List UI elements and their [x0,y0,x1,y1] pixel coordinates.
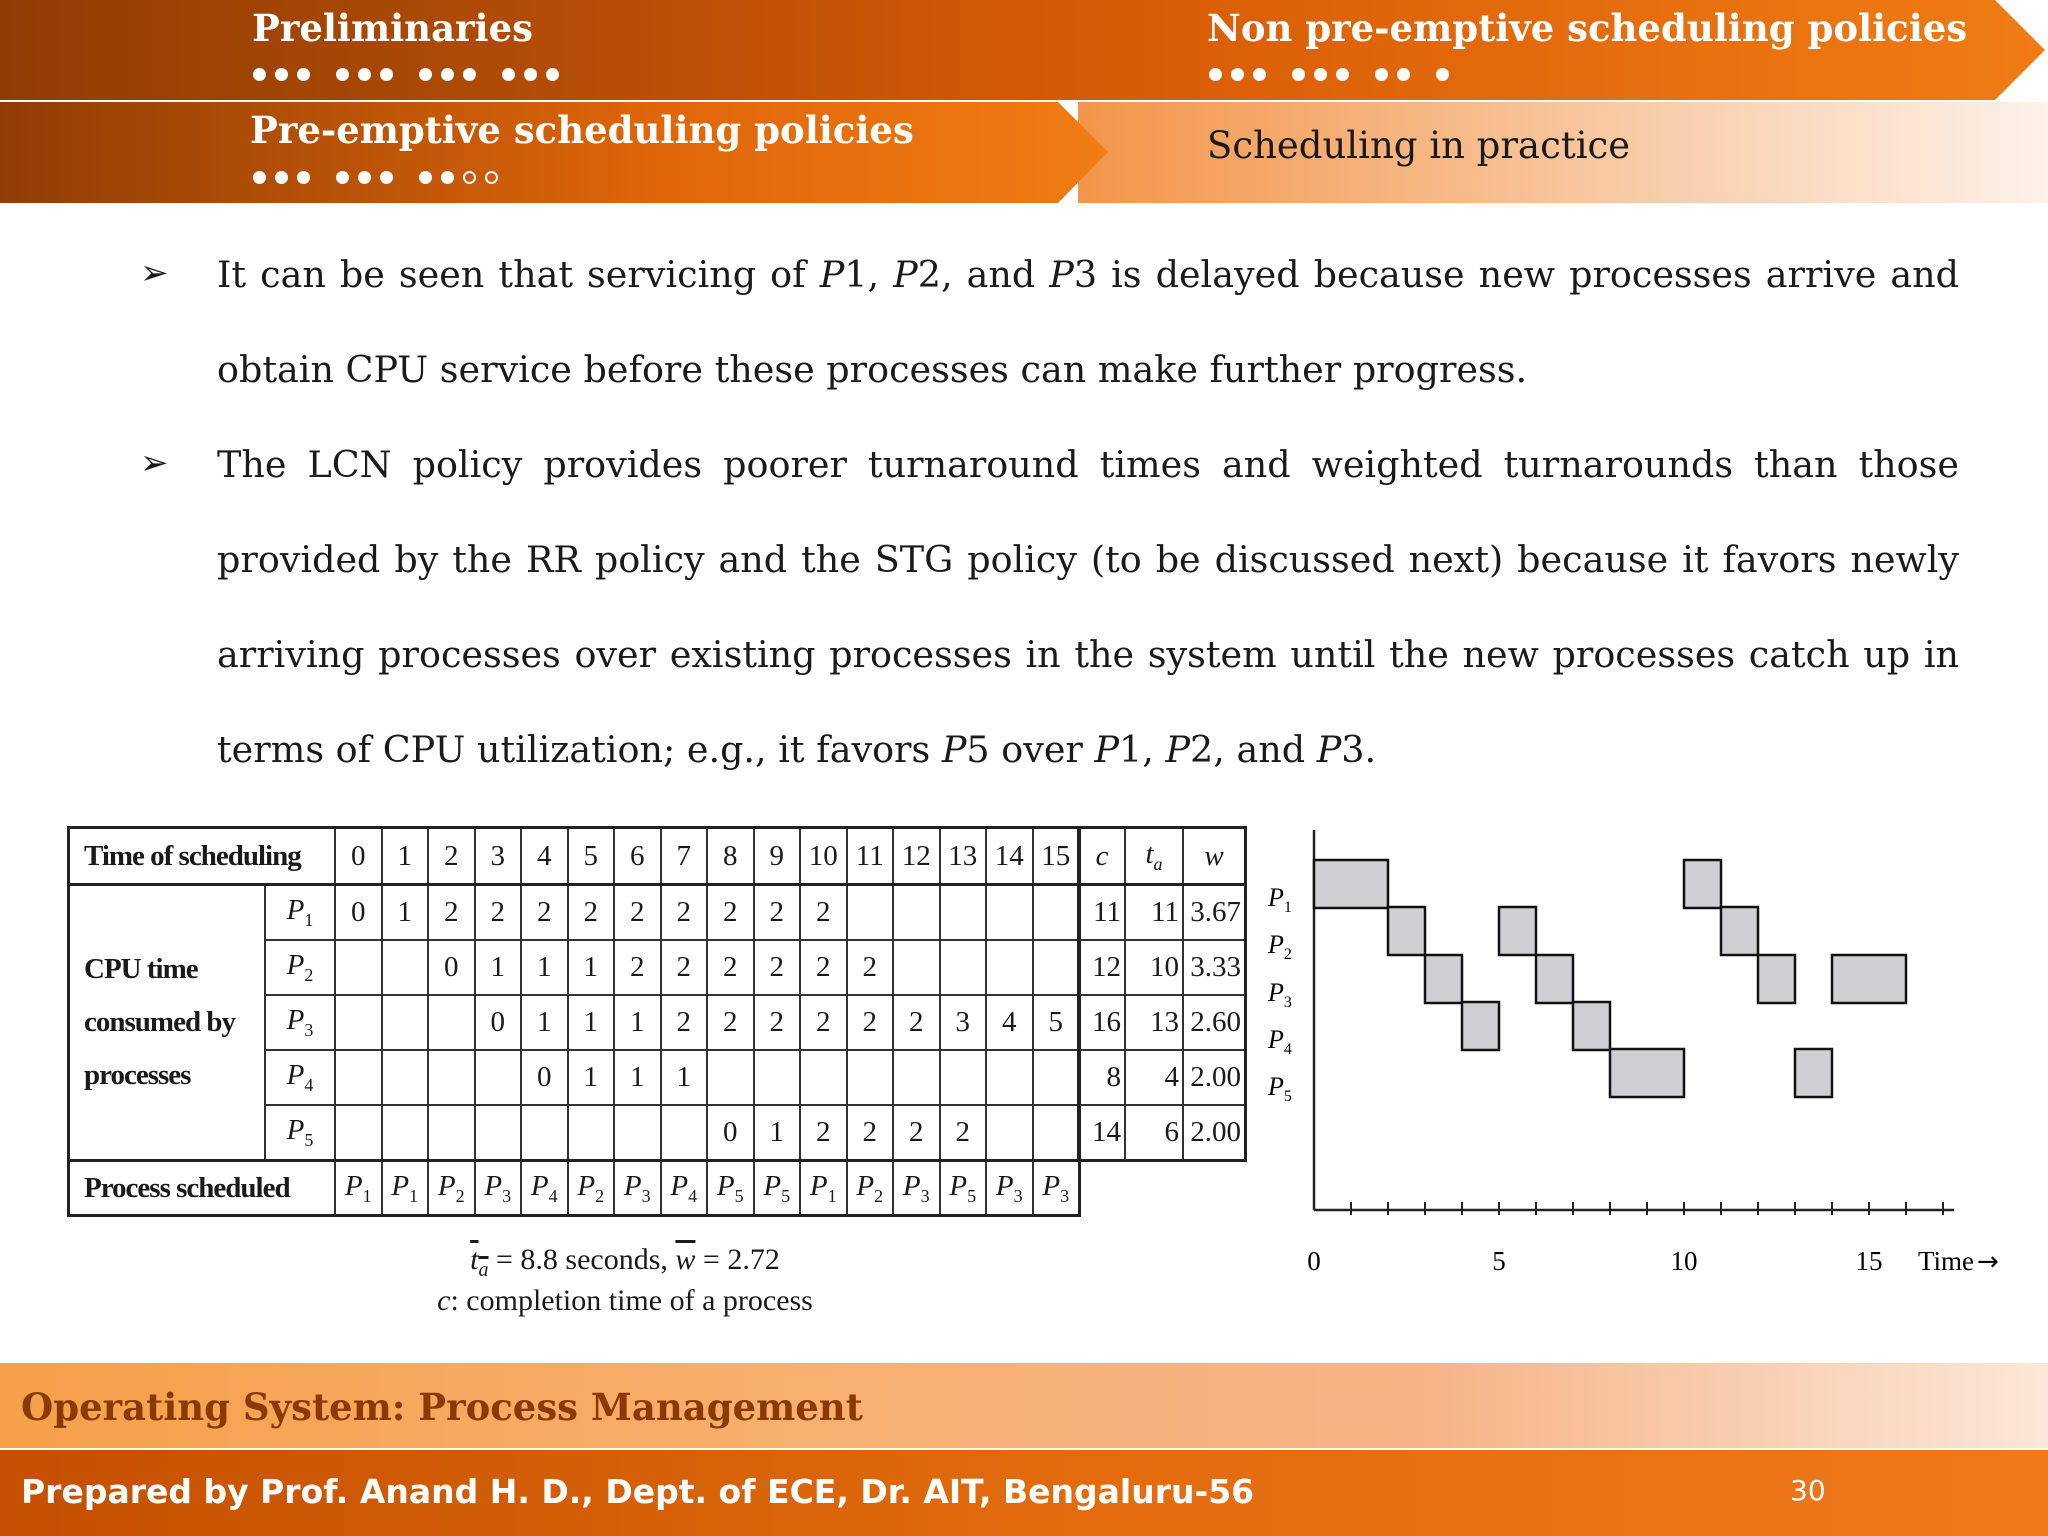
results-header-cell: w [1183,828,1246,885]
cpu-time-cell: 1 [521,995,568,1050]
progress-dot-empty [463,171,476,184]
progress-dot [1314,68,1327,81]
cpu-time-cell: 1 [614,1050,661,1105]
process-cell [265,995,335,1050]
cpu-time-cell [847,1050,894,1105]
cpu-time-cell: 0 [428,940,475,995]
results-cell: 13 [1125,995,1183,1050]
cpu-time-cell: 2 [847,995,894,1050]
progress-dot [1336,68,1349,81]
process-label: $P_2$ [437,1169,465,1206]
results-header-row [1079,828,1246,885]
time-cell: 5 [568,828,615,885]
cpu-time-cell: 2 [475,885,522,941]
progress-dot [297,171,310,184]
table-caption [300,1243,950,1318]
group-label: CPU time consumed by processes [69,885,266,1161]
cpu-time-cell: 2 [893,995,940,1050]
cpu-time-cell [986,885,1033,941]
progress-dot [441,171,454,184]
results-cell: 6 [1125,1105,1183,1161]
progress-dot [297,68,310,81]
cpu-time-cell: 2 [754,995,801,1050]
cpu-time-cell [893,1050,940,1105]
cpu-time-cell [800,1050,847,1105]
gantt-chart [1260,820,2020,1290]
header-section-preliminaries[interactable]: Preliminaries [252,6,533,50]
header-section-scheduling-practice[interactable]: Scheduling in practice [1207,124,1631,167]
cpu-time-cell [335,1105,382,1161]
page-number: 30 [1790,1474,1826,1507]
x-tick-label: 15 [1855,1246,1883,1276]
cpu-time-cell [475,1105,522,1161]
cpu-time-cell [382,940,429,995]
gantt-bar [1314,860,1388,908]
cpu-time-cell: 2 [800,940,847,995]
cpu-time-cell [428,1050,475,1105]
time-cell: 4 [521,828,568,885]
gantt-bar [1425,955,1462,1003]
cpu-time-cell [614,1105,661,1161]
cpu-time-cell [335,940,382,995]
cpu-time-cell: 5 [1033,995,1080,1050]
cpu-time-cell [382,1050,429,1105]
results-header-cell: c [1079,828,1126,885]
process-cell [265,1105,335,1161]
results-cell: 8 [1079,1050,1126,1105]
time-cell: 10 [800,828,847,885]
table-header-row [69,828,1080,885]
scheduled-label: Process scheduled [69,1161,336,1216]
footer-course-bar [0,1363,2048,1448]
gantt-bar [1832,955,1906,1003]
cpu-time-cell: 2 [754,940,801,995]
cpu-time-cell [1033,1105,1080,1161]
gantt-bar [1573,1002,1610,1050]
process-label: $P_5$ [763,1169,791,1206]
results-cell: 11 [1079,885,1126,941]
scheduled-cell [335,1161,382,1216]
results-row [1079,1050,1246,1105]
results-table [1077,826,1247,1162]
cpu-time-cell: 1 [568,940,615,995]
cpu-time-cell [1033,940,1080,995]
cpu-time-cell: 2 [847,940,894,995]
progress-dot [1397,68,1410,81]
process-label: $P_1$ [391,1169,419,1206]
cpu-time-cell: 2 [661,995,708,1050]
progress-dot [419,68,432,81]
cpu-time-cell [707,1050,754,1105]
cpu-time-cell: 1 [754,1105,801,1161]
progress-dot [336,171,349,184]
process-label: $P_3$ [484,1169,512,1206]
gantt-bar [1795,1049,1832,1097]
process-label: $P_2$ [856,1169,884,1206]
cpu-time-cell [521,1105,568,1161]
cpu-time-cell [1033,1050,1080,1105]
progress-dot [253,68,266,81]
time-cell: 0 [335,828,382,885]
results-cell: 12 [1079,940,1126,995]
cpu-time-cell: 1 [614,995,661,1050]
results-cell: 2.60 [1183,995,1246,1050]
process-label: $P_3$ [623,1169,651,1206]
cpu-time-cell: 2 [800,885,847,941]
process-label: $P_1$ [809,1169,837,1206]
progress-dot [336,68,349,81]
cpu-time-cell: 2 [521,885,568,941]
process-label: $P_4$ [670,1169,698,1206]
process-label: $P_4$ [530,1169,558,1206]
time-cell: 9 [754,828,801,885]
progress-dots-non-preemptive [1209,68,1449,81]
process-label: $P_3$ [995,1169,1023,1206]
time-cell: 11 [847,828,894,885]
results-row [1079,885,1246,941]
cpu-time-cell [940,940,987,995]
results-cell: 4 [1125,1050,1183,1105]
cpu-time-cell [1033,885,1080,941]
scheduled-cell [893,1161,940,1216]
scheduled-cell [568,1161,615,1216]
progress-dot [1253,68,1266,81]
results-cell: 3.67 [1183,885,1246,941]
header-section-non-preemptive[interactable]: Non pre-emptive scheduling policies [1207,6,1968,50]
scheduled-cell [940,1161,987,1216]
time-cell: 14 [986,828,1033,885]
cpu-time-cell: 1 [661,1050,708,1105]
gantt-bar [1721,907,1758,955]
progress-dots-preliminaries [253,68,559,81]
progress-dot [546,68,559,81]
cpu-time-cell: 2 [800,1105,847,1161]
gantt-process-label: $P_3$ [1268,978,1292,1011]
progress-dots-preemptive [253,171,498,184]
x-axis-label: Time [1918,1246,1975,1276]
process-label: $P_1$ [344,1169,372,1206]
cpu-time-cell: 3 [940,995,987,1050]
cpu-time-cell [986,1050,1033,1105]
gantt-process-label: $P_4$ [1268,1025,1292,1058]
progress-dot [1209,68,1222,81]
scheduled-cell [475,1161,522,1216]
time-cell: 15 [1033,828,1080,885]
gantt-bar [1610,1049,1684,1097]
cpu-time-cell [335,995,382,1050]
time-cell: 13 [940,828,987,885]
cpu-time-cell [986,940,1033,995]
results-cell: 2.00 [1183,1105,1246,1161]
cpu-time-cell [940,885,987,941]
cpu-time-cell [661,1105,708,1161]
progress-dot [380,68,393,81]
progress-dot [1231,68,1244,81]
time-cell: 12 [893,828,940,885]
process-cell [265,885,335,941]
cpu-time-cell [847,885,894,941]
table-row [69,885,1080,941]
progress-dot [502,68,515,81]
x-tick-label: 10 [1670,1246,1698,1276]
cpu-time-cell: 2 [800,995,847,1050]
gantt-bar [1499,907,1536,955]
results-row [1079,940,1246,995]
process-label: $P_5$ [716,1169,744,1206]
x-tick-label: 5 [1492,1246,1506,1276]
caption-completion: c: completion time of a process [437,1284,813,1317]
cpu-time-cell: 2 [568,885,615,941]
cpu-time-cell: 0 [335,885,382,941]
scheduled-cell [614,1161,661,1216]
results-cell: 14 [1079,1105,1126,1161]
cpu-time-cell [568,1105,615,1161]
scheduling-table [67,826,1081,1217]
bullet-arrow-icon: ➢ [140,253,169,293]
progress-dot [358,68,371,81]
cpu-time-cell: 0 [707,1105,754,1161]
scheduled-cell [382,1161,429,1216]
progress-dot [358,171,371,184]
header-cell: Time of scheduling [69,828,336,885]
progress-dot-empty [485,171,498,184]
cpu-time-cell: 2 [428,885,475,941]
progress-dot [1375,68,1388,81]
bullet-arrow-icon: ➢ [140,443,169,483]
cpu-time-cell [428,995,475,1050]
process-label: $P_3$ [286,1004,314,1040]
progress-dot [253,171,266,184]
process-label: $P_3$ [902,1169,930,1206]
results-cell: 16 [1079,995,1126,1050]
footer-credit-bar [0,1450,2048,1536]
progress-dot [524,68,537,81]
progress-dot [1436,68,1449,81]
cpu-time-cell: 1 [568,995,615,1050]
cpu-time-cell: 2 [707,885,754,941]
gantt-bar [1462,1002,1499,1050]
progress-dot [1292,68,1305,81]
cpu-time-cell: 2 [940,1105,987,1161]
bullet-paragraph-1: It can be seen that servicing of P1, P2, and P3 is delayed because new processes arrive and obtain CPU service before these processes can make further progress. [217,253,1959,391]
cpu-time-cell: 1 [475,940,522,995]
process-label: $P_3$ [1042,1169,1070,1206]
progress-dot [441,68,454,81]
caption-ta: $t_a$ [470,1243,489,1281]
time-cell: 3 [475,828,522,885]
cpu-time-cell: 2 [661,885,708,941]
scheduled-cell [986,1161,1033,1216]
bullet-paragraph-2: The LCN policy provides poorer turnaround times and weighted turnarounds than those provided by the RR policy and the STG policy (to be discussed next) because it favors newly arriving processes over existing processes in the system until the new processes catch up in terms of CPU utilization; e.g., it favors P5 over P1, P2, and P3. [217,443,1959,771]
results-cell: 10 [1125,940,1183,995]
caption-averages: $t_a = 8.8$ seconds, $\overline{w} = 2.72$ [470,1243,780,1281]
cpu-time-cell [893,940,940,995]
time-cell: 1 [382,828,429,885]
cpu-time-cell: 0 [521,1050,568,1105]
results-row [1079,1105,1246,1161]
process-label: $P_4$ [286,1059,314,1095]
header-section-preemptive[interactable]: Pre-emptive scheduling policies [250,108,914,152]
cpu-time-cell: 0 [475,995,522,1050]
cpu-time-cell: 2 [707,995,754,1050]
results-cell: 2.00 [1183,1050,1246,1105]
scheduled-cell [754,1161,801,1216]
gantt-process-label: $P_5$ [1268,1072,1292,1105]
progress-dot [419,171,432,184]
cpu-time-cell: 2 [614,940,661,995]
process-cell [265,940,335,995]
cpu-time-cell [893,885,940,941]
cpu-time-cell: 2 [661,940,708,995]
cpu-time-cell: 1 [568,1050,615,1105]
results-header-cell: $t_a$ [1125,828,1183,885]
cpu-time-cell: 1 [382,885,429,941]
process-cell [265,1050,335,1105]
gantt-bar [1388,907,1425,955]
cpu-time-cell: 2 [847,1105,894,1161]
gantt-process-label: $P_2$ [1268,930,1292,963]
results-cell: 3.33 [1183,940,1246,995]
results-cell: 11 [1125,885,1183,941]
time-cell: 7 [661,828,708,885]
course-title: Operating System: Process Management [21,1385,863,1429]
cpu-time-cell: 2 [893,1105,940,1161]
cpu-time-cell [428,1105,475,1161]
cpu-time-cell [335,1050,382,1105]
x-tick-label: 0 [1307,1246,1321,1276]
process-label: $P_1$ [286,894,314,930]
cpu-time-cell [754,1050,801,1105]
progress-dot [380,171,393,184]
cpu-time-cell [382,1105,429,1161]
time-cell: 2 [428,828,475,885]
results-row [1079,995,1246,1050]
process-label: $P_5$ [949,1169,977,1206]
progress-dot [463,68,476,81]
scheduled-row [69,1161,1080,1216]
time-cell: 6 [614,828,661,885]
process-label: $P_2$ [577,1169,605,1206]
scheduled-cell [707,1161,754,1216]
gantt-bar [1758,955,1795,1003]
progress-dot [275,68,288,81]
scheduled-cell [847,1161,894,1216]
author-credit: Prepared by Prof. Anand H. D., Dept. of ECE, Dr. AIT, Bengaluru-56 [21,1472,1255,1511]
scheduled-cell [1033,1161,1080,1216]
process-label: $P_2$ [286,949,314,985]
cpu-time-cell [382,995,429,1050]
gantt-process-label: $P_1$ [1268,883,1292,916]
scheduled-cell [800,1161,847,1216]
process-label: $P_5$ [286,1114,314,1150]
cpu-time-cell: 1 [521,940,568,995]
gantt-bar [1684,860,1721,908]
cpu-time-cell: 2 [614,885,661,941]
cpu-time-cell [940,1050,987,1105]
scheduled-cell [521,1161,568,1216]
gantt-bar [1536,955,1573,1003]
time-cell: 8 [707,828,754,885]
cpu-time-cell: 4 [986,995,1033,1050]
cpu-time-cell [475,1050,522,1105]
cpu-time-cell: 2 [707,940,754,995]
scheduled-cell [428,1161,475,1216]
cpu-time-cell [986,1105,1033,1161]
scheduled-cell [661,1161,708,1216]
arrow-right-icon: → [1977,1247,1999,1277]
progress-dot [275,171,288,184]
cpu-time-cell: 2 [754,885,801,941]
